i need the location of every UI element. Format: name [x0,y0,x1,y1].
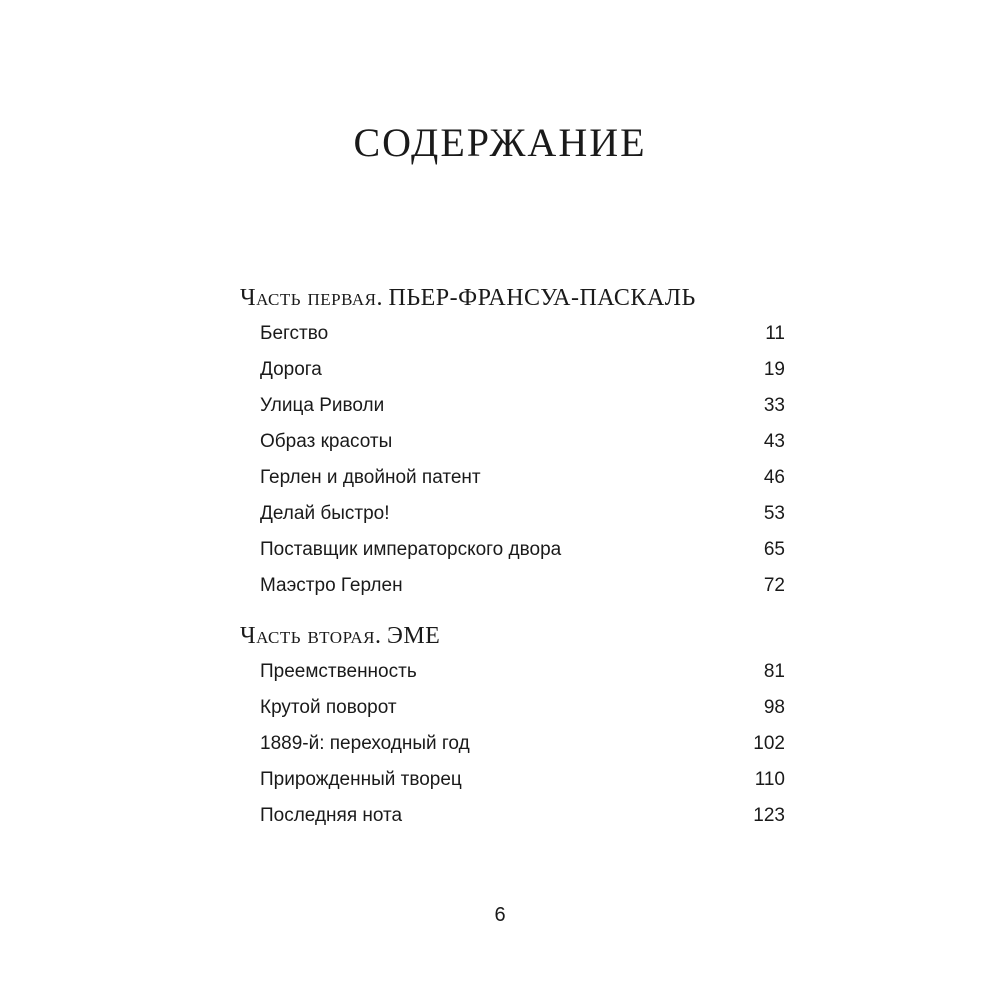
chapter-list [240,316,785,604]
chapter-title: 1889-й: переходный год [260,733,470,754]
chapter-page-number: 65 [763,539,785,560]
toc-entry[interactable] [240,762,785,798]
toc-entry[interactable] [240,460,785,496]
part-separator: . [374,623,387,649]
chapter-page-number: 43 [763,431,785,452]
chapter-page-number: 81 [763,661,785,682]
toc-entry[interactable] [240,568,785,604]
part-label: Часть вторая [240,623,375,649]
table-of-contents [240,280,785,834]
chapter-page-number: 110 [754,769,785,790]
chapter-page-number: 123 [753,805,785,826]
part-separator: . [376,285,389,311]
chapter-title: Поставщик императорского двора [260,539,562,560]
toc-entry[interactable] [240,352,785,388]
chapter-title: Бегство [260,323,329,344]
chapter-title: Делай быстро! [260,503,390,524]
toc-entry[interactable] [240,726,785,762]
chapter-page-number: 46 [763,467,785,488]
chapter-page-number: 102 [753,733,785,754]
toc-entry[interactable] [240,690,785,726]
toc-entry[interactable] [240,654,785,690]
toc-entry[interactable] [240,316,785,352]
page-number: 6 [494,904,506,926]
page-title: СОДЕРЖАНИЕ [353,120,647,165]
chapter-page-number: 19 [763,359,785,380]
toc-entry[interactable] [240,424,785,460]
chapter-title: Прирожденный творец [260,769,462,790]
chapter-title: Крутой поворот [260,697,397,718]
chapter-title: Герлен и двойной патент [260,467,481,488]
part-name: ПЬЕР-ФРАНСУА-ПАСКАЛЬ [388,285,696,311]
chapter-page-number: 72 [763,575,785,596]
chapter-title: Дорога [260,359,322,380]
toc-entry[interactable] [240,532,785,568]
part-name: ЭМЕ [386,623,441,649]
toc-entry[interactable] [240,496,785,532]
toc-entry[interactable] [240,388,785,424]
part-heading [240,618,785,654]
chapter-list [240,654,785,834]
chapter-title: Маэстро Герлен [260,575,403,596]
chapter-title: Образ красоты [260,431,393,452]
chapter-page-number: 11 [765,323,785,344]
chapter-title: Преемственность [260,661,417,682]
chapter-page-number: 98 [763,697,785,718]
chapter-page-number: 33 [763,395,785,416]
part-heading [240,280,785,316]
part-label: Часть первая [240,285,377,311]
toc-entry[interactable] [240,798,785,834]
chapter-title: Улица Риволи [260,395,385,416]
chapter-page-number: 53 [763,503,785,524]
chapter-title: Последняя нота [260,805,403,826]
